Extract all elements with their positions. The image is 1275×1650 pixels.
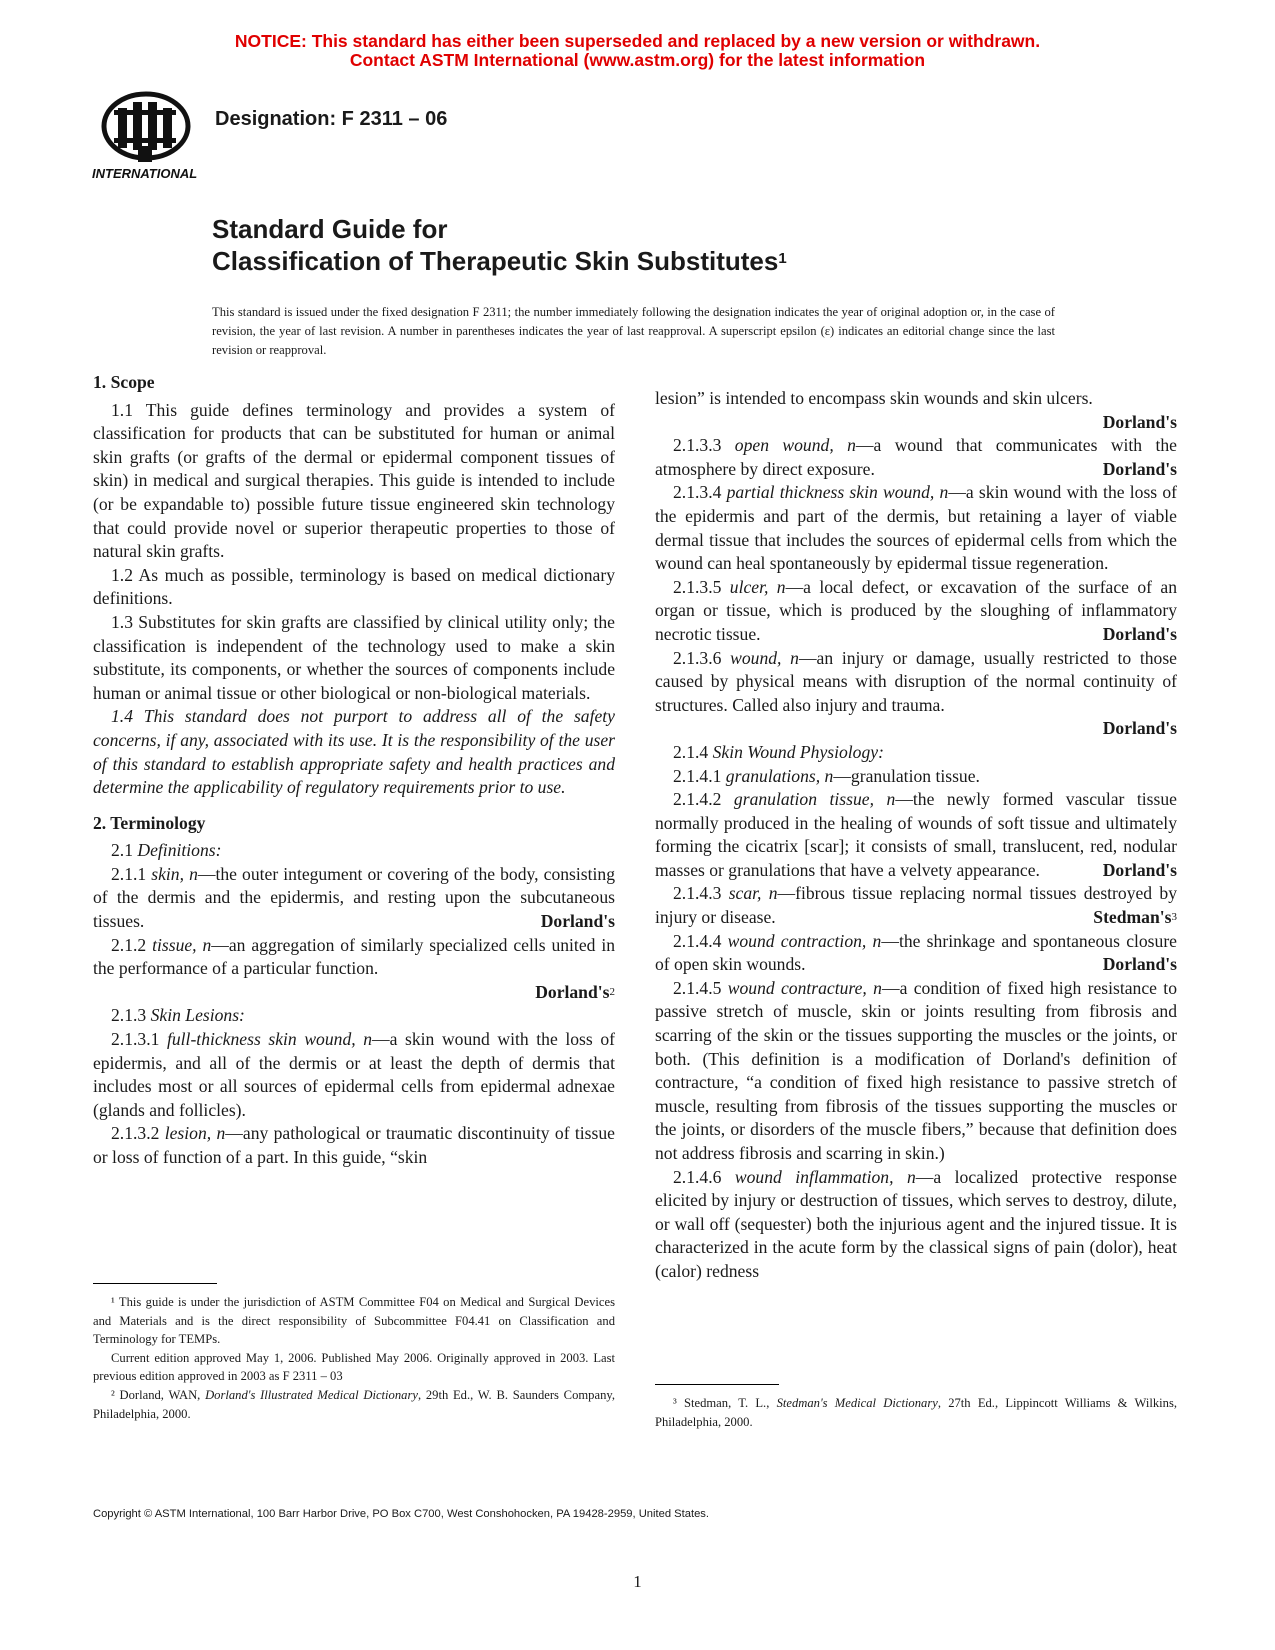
para-2-1-4-3: [655, 882, 1177, 929]
definition: —a wound that communicates with the atmosphere by direct exposure.: [655, 435, 1177, 479]
para-2-1-1: [93, 863, 615, 934]
footnote-ref: 2: [609, 985, 615, 998]
para-2-1-4-4: [655, 930, 1177, 977]
document-title: [212, 213, 787, 277]
astm-logo-mark: [92, 86, 200, 182]
clause-num: 2.1.4.4: [673, 930, 722, 951]
para-2-1-4-2: [655, 788, 1177, 882]
clause-num: 2.1.4.1: [673, 765, 722, 786]
para-2-1-4-1: [655, 765, 1177, 789]
para-2-1-3-6: [655, 647, 1177, 718]
source-line-2-1-3-6: Dorland's: [1102, 718, 1177, 739]
title-line-2: [212, 245, 787, 277]
footnote-2: [93, 1386, 615, 1423]
clause-num: 2.1.1: [111, 863, 147, 884]
para-1-4: 1.4 This standard does not purport to address all of the safety concerns, if any, associated with its use. It is the responsibility of the user of this standard to establish appropriate safety and health practices and determine the applicability of regulatory requirements prior to use.: [93, 706, 615, 798]
clause-num: 2.1.4.2: [673, 789, 722, 810]
para-2-1-4: [655, 741, 1177, 765]
source-citation: Dorland's: [1102, 859, 1177, 880]
clause-label: Skin Wound Physiology:: [712, 741, 884, 762]
title-footnote-ref: 1: [778, 250, 787, 267]
footnote-rule-left: [93, 1283, 217, 1284]
definition: —any pathological or traumatic discontinuity of tissue or loss of function of a part. In this guide, “skin: [93, 1123, 615, 1167]
footnote-1-edition: Current edition approved May 1, 2006. Published May 2006. Originally approved in 2003. Last previous edition approved in 2003 as F 2311 – 03: [93, 1350, 615, 1384]
clause-num: 2.1.4.3: [673, 883, 722, 904]
para-2-1-3-1: [93, 1028, 615, 1122]
clause-num: 2.1.4.6: [673, 1166, 722, 1187]
definition: —the newly formed vascular tissue normally produced in the healing of wounds of soft tissue and ultimately forming the cicatrix [scar]; it consists of small, translucent, red, nodular masses or granulations that have a velvety appearance.: [655, 789, 1177, 880]
definition: —the outer integument or covering of the body, consisting of the dermis and the epidermis, and resting upon the subcutaneous tissues.: [93, 863, 615, 932]
definition: —a skin wound with the loss of the epidermis and part of the dermis, but retaining a layer of viable dermal tissue that includes the sources of epidermal cells from which the wound can heal spontaneously by epidermal tissue regeneration.: [655, 482, 1178, 574]
para-lesion-continued: lesion” is intended to encompass skin wounds and skin ulcers.: [655, 388, 1093, 408]
term: wound, n: [730, 647, 799, 668]
clause-label: Definitions:: [137, 840, 222, 861]
para-2-1: [93, 839, 615, 863]
definition: —a localized protective response elicited by injury or destruction of tissues, which serves to destroy, dilute, or wall off (sequester) both the injurious agent and the injured tissue. It is characterized in the acute form by the classical signs of pain (dolor), heat (calor) redness: [655, 1166, 1177, 1281]
footnote-text: ² Dorland, WAN,: [111, 1387, 206, 1402]
term: open wound, n: [734, 435, 856, 456]
source-line-lesion: Dorland's: [1102, 411, 1177, 432]
definition: —the shrinkage and spontaneous closure of open skin wounds.: [655, 930, 1177, 975]
term: skin, n: [151, 863, 198, 884]
title-line-1: Standard Guide for: [212, 214, 448, 244]
term: wound contraction, n: [727, 930, 882, 951]
right-column: [655, 387, 1177, 1284]
para-1-3: 1.3 Substitutes for skin grafts are classified by clinical utility only; the classification is independent of the technology used to make a skin substitute, its components, or whether the sources of components include human or animal tissue or other biological or non-biological materials.: [93, 611, 615, 703]
para-2-1-3-2: [93, 1122, 615, 1169]
clause-num: 2.1.3.5: [673, 576, 722, 597]
clause-num: 2.1.4: [673, 741, 709, 762]
clause-num: 2.1.4.5: [673, 977, 722, 998]
clause-num: 2.1.3.2: [111, 1123, 160, 1144]
clause-num: 2.1.3.1: [111, 1029, 160, 1050]
clause-num: 2.1.3.4: [673, 482, 722, 503]
para-2-1-4-5: [655, 977, 1177, 1166]
copyright-line: Copyright © ASTM International, 100 Barr Harbor Drive, PO Box C700, West Conshohocken, PA 19428-2959, United States.: [93, 1508, 709, 1520]
term: full-thickness skin wound, n: [166, 1029, 373, 1050]
footnote-text: , 29th Ed., W. B. Saunders Company, Philadelphia, 2000.: [93, 1387, 615, 1421]
astm-logo: [92, 86, 200, 182]
section-1-heading: 1. Scope: [93, 372, 155, 392]
para-2-1-3-3: [655, 434, 1177, 481]
source-citation: Dorland's: [1102, 954, 1177, 975]
term: wound inflammation, n: [734, 1166, 916, 1187]
footnote-text: ³ Stedman, T. L.,: [673, 1396, 777, 1410]
clause-num: 2.1.3.3: [673, 435, 722, 456]
definition: —an injury or damage, usually restricted to those caused by physical means with disruption of the normal continuity of structures. Called also injury and trauma.: [655, 647, 1177, 715]
supersession-notice: [0, 32, 1275, 70]
clause-label: Skin Lesions:: [150, 1005, 245, 1026]
footnote-ref: 3: [1171, 911, 1177, 924]
source-name: Stedman's: [1093, 907, 1172, 928]
para-2-1-3-5: [655, 576, 1177, 647]
clause-num: 2.1.2: [111, 934, 147, 955]
para-2-1-4-6: [655, 1166, 1177, 1284]
left-column: [93, 371, 615, 1170]
source-citation: Dorland's: [1102, 458, 1177, 479]
source-citation: [1075, 906, 1177, 930]
source-citation: Dorland's: [540, 911, 615, 932]
source-citation: Dorland's: [535, 981, 610, 1002]
footnote-3: [655, 1394, 1177, 1431]
clause-num: 2.1.3: [111, 1005, 147, 1026]
footnotes-left: [93, 1293, 615, 1423]
footnote-1: ¹ This guide is under the jurisdiction of ASTM Committee F04 on Medical and Surgical Devices and Materials and is the direct responsibility of Subcommittee F04.41 on Classification and Terminology for TEMPs.: [93, 1295, 615, 1347]
term: partial thickness skin wound, n: [726, 482, 949, 503]
para-2-1-3: [93, 1004, 615, 1028]
definition: —fibrous tissue replacing normal tissues destroyed by injury or disease.: [655, 883, 1177, 928]
definition: —a local defect, or excavation of the surface of an organ or tissue, which is produced by the sloughing of inflammatory necrotic tissue.: [655, 576, 1177, 644]
footnote-rule-right: [655, 1384, 779, 1385]
source-citation: Dorland's: [1102, 623, 1177, 644]
term: tissue, n: [152, 934, 212, 955]
term: scar, n: [728, 883, 778, 904]
definition: —an aggregation of similarly specialized cells united in the performance of a particular function.: [93, 934, 616, 979]
term: granulations, n: [725, 765, 834, 786]
definition: —a condition of fixed high resistance to passive stretch of muscle, skin or joints resulting from fibrosis and scarring of the skin or the tissues supporting the muscles or the joints, or both. (This definition is a modification of Dorland's definition of contracture, “a condition of fixed high resistance to passive stretch of muscle, resulting from fibrosis of the tissues supporting the muscles or the joints, or disorders of the muscle fibers,” because that definition does not address fibrosis and scarring in skin.): [655, 977, 1177, 1163]
para-2-1-3-4: [655, 481, 1177, 575]
footnotes-right: [655, 1394, 1177, 1431]
designation: Designation: F 2311 – 06: [215, 108, 448, 130]
term: wound contracture, n: [727, 977, 882, 998]
notice-line-2: Contact ASTM International (www.astm.org) for the latest information: [349, 50, 926, 70]
para-1-1: 1.1 This guide defines terminology and provides a system of classification for products that can be substituted for human or animal skin grafts (or grafts of the dermal or epidermal component tissues of skin) in medical and surgical therapies. This guide is intended to include (or be expandable to) possible future tissue engineered skin technology that could provide novel or superior therapeutic properties to those of natural skin grafts.: [93, 399, 615, 562]
term: granulation tissue, n: [733, 789, 896, 810]
definition: —granulation tissue.: [833, 765, 980, 786]
clause-num: 2.1: [111, 840, 133, 861]
definition: —a skin wound with the loss of epidermis, and all of the dermis or at least the depth of dermis that includes most or all sources of epidermal cells from epidermal adnexae (glands and follicles).: [93, 1029, 615, 1120]
issuance-statement: This standard is issued under the fixed designation F 2311; the number immediately following the designation indicates the year of original adoption or, in the case of revision, the year of last revision. A number in parentheses indicates the year of last reapproval. A superscript epsilon (ε) indicates an editorial change since the last revision or reapproval.: [212, 305, 1055, 357]
term: lesion, n: [164, 1123, 226, 1144]
footnote-book-title: Dorland's Illustrated Medical Dictionary: [205, 1387, 418, 1402]
title-main: Classification of Therapeutic Skin Substitutes: [212, 246, 779, 276]
notice-line-1: NOTICE: This standard has either been superseded and replaced by a new version or withdrawn.: [234, 31, 1041, 51]
para-2-1-2: [93, 934, 615, 981]
footnote-text: , 27th Ed., Lippincott Williams & Wilkins, Philadelphia, 2000.: [655, 1396, 1177, 1429]
para-1-2: 1.2 As much as possible, terminology is based on medical dictionary definitions.: [93, 564, 615, 609]
footnote-book-title: Stedman's Medical Dictionary: [776, 1396, 938, 1410]
section-2-heading: 2. Terminology: [93, 812, 206, 833]
clause-num: 2.1.3.6: [673, 647, 722, 668]
page-number: 1: [633, 1572, 642, 1591]
term: ulcer, n: [729, 576, 786, 597]
source-line-2-1-2: [93, 981, 615, 1005]
logo-text: INTERNATIONAL: [92, 166, 198, 181]
